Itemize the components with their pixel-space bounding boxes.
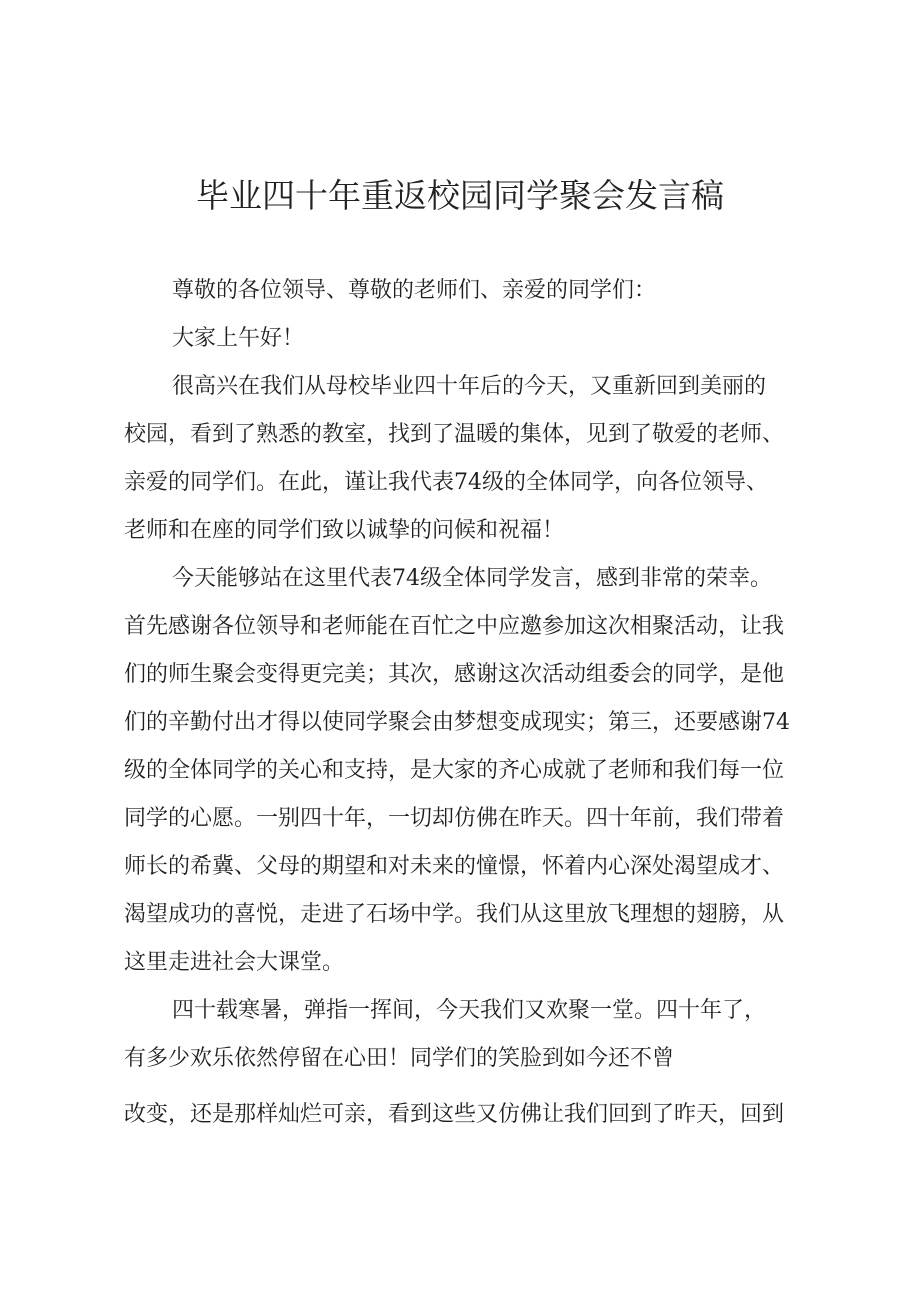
paragraph-2-line-4: 们的辛勤付出才得以使同学聚会由梦想变成现实；第三，还要感谢74: [124, 710, 790, 735]
paragraph-2-line-7: 师长的希冀、父母的期望和对未来的憧憬，怀着内心深处渴望成才、: [124, 854, 785, 879]
salutation-line: 尊敬的各位领导、尊敬的老师们、亲爱的同学们：: [172, 278, 657, 303]
paragraph-3-line-1: 四十载寒暑，弹指一挥间，今天我们又欢聚一堂。四十年了，: [172, 998, 767, 1023]
paragraph-2-line-6: 同学的心愿。一别四十年，一切却仿佛在昨天。四十年前，我们带着: [124, 806, 785, 831]
paragraph-2-line-2: 首先感谢各位领导和老师能在百忙之中应邀参加这次相聚活动，让我: [124, 614, 785, 639]
paragraph-2-line-8: 渴望成功的喜悦，走进了石场中学。我们从这里放飞理想的翅膀，从: [124, 902, 785, 927]
paragraph-1-line-3: 亲爱的同学们。在此，谨让我代表74级的全体同学，向各位领导、: [124, 470, 768, 495]
paragraph-2-line-9: 这里走进社会大课堂。: [124, 950, 345, 975]
paragraph-2-line-1: 今天能够站在这里代表74级全体同学发言，感到非常的荣幸。: [172, 566, 772, 591]
paragraph-3-line-3: 改变，还是那样灿烂可亲，看到这些又仿佛让我们回到了昨天，回到: [124, 1102, 785, 1127]
document-title: 毕业四十年重返校园同学聚会发言稿: [196, 176, 724, 215]
paragraph-3-line-2: 有多少欢乐依然停留在心田！同学们的笑脸到如今还不曾: [124, 1046, 675, 1071]
greeting-line: 大家上午好！: [172, 326, 305, 351]
paragraph-1-line-1: 很高兴在我们从母校毕业四十年后的今天，又重新回到美丽的: [172, 374, 767, 399]
paragraph-2-line-3: 们的师生聚会变得更完美；其次，感谢这次活动组委会的同学，是他: [124, 662, 785, 687]
paragraph-2-line-5: 级的全体同学的关心和支持，是大家的齐心成就了老师和我们每一位: [124, 758, 785, 783]
paragraph-1-line-2: 校园，看到了熟悉的教室，找到了温暖的集体，见到了敬爱的老师、: [124, 422, 785, 447]
paragraph-1-line-4: 老师和在座的同学们致以诚挚的问候和祝福！: [124, 518, 565, 543]
